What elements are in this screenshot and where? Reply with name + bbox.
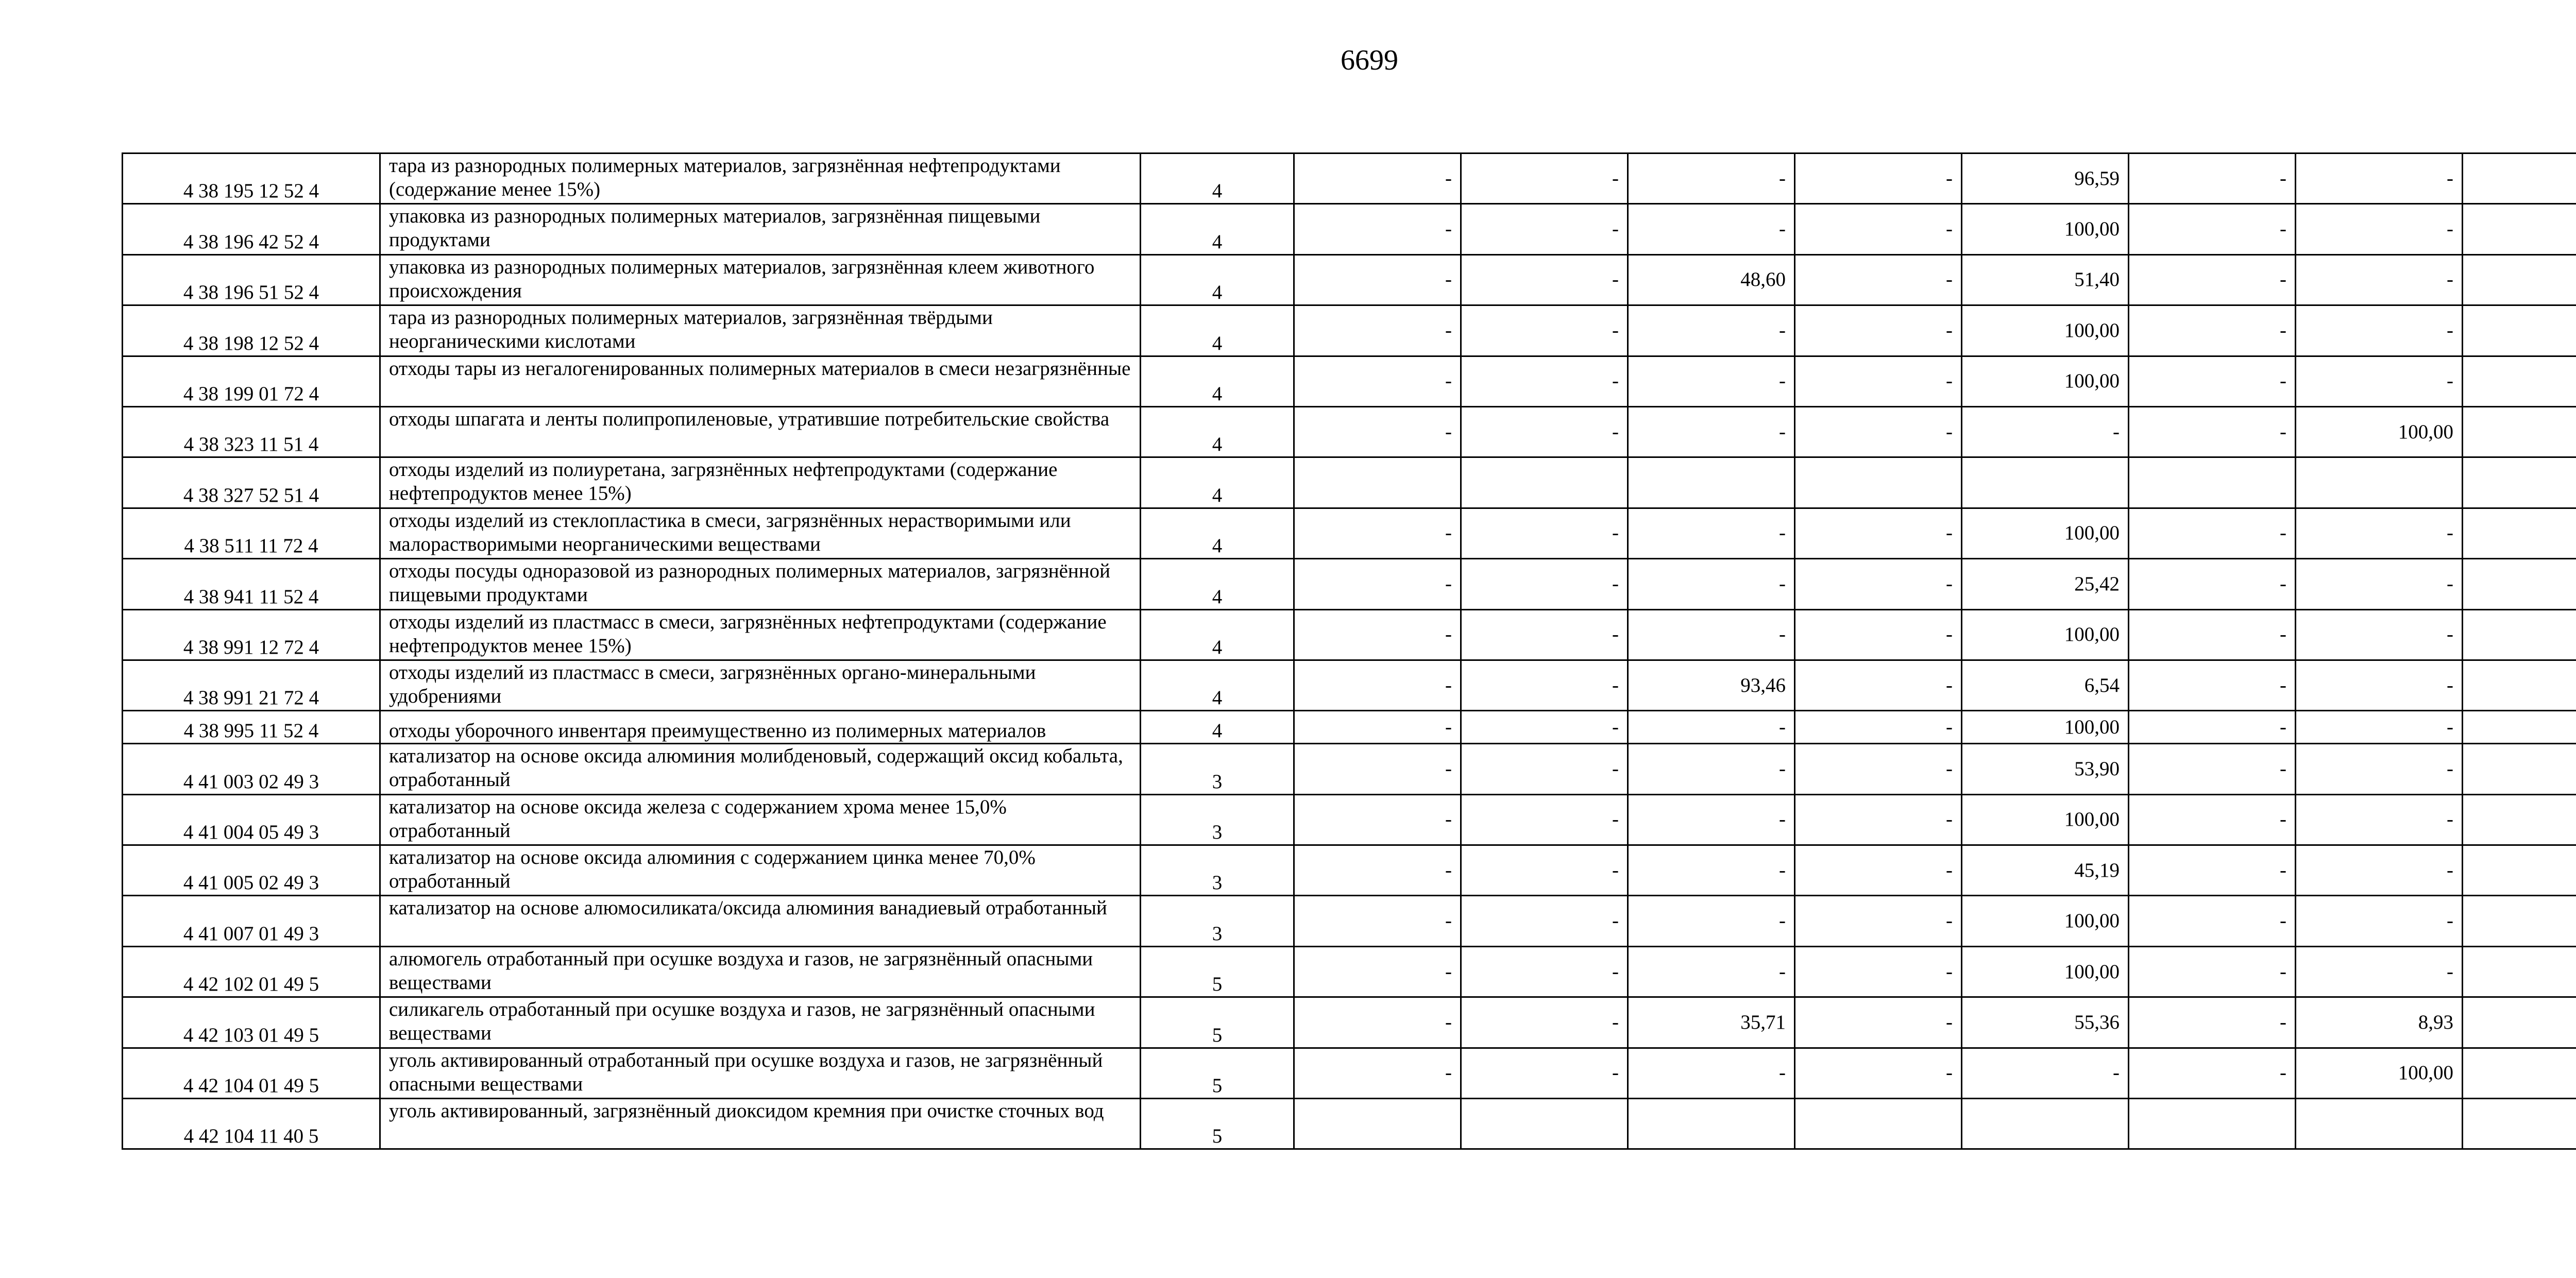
share-value-cell: - [1795, 946, 1962, 997]
share-value-cell: - [2129, 609, 2296, 660]
share-value-cell: - [1795, 508, 1962, 558]
table-row [123, 305, 2576, 356]
share-value-cell: 100,00 [1962, 711, 2129, 744]
hazard-class-cell: 3 [1141, 744, 1294, 794]
share-value-cell: - [1628, 508, 1795, 558]
share-value-cell: - [1795, 356, 1962, 406]
share-value-cell [1294, 457, 1461, 508]
hazard-class-cell: 5 [1141, 1048, 1294, 1098]
share-value-cell: - [1628, 356, 1795, 406]
share-value-cell [1461, 1099, 1628, 1149]
share-value-cell: - [1294, 744, 1461, 794]
table-row [123, 997, 2576, 1048]
waste-name-cell: тара из разнородных полимерных материалов, загрязнённая твёрдыми неорганическими кислотами [380, 305, 1141, 356]
share-value-cell: - [1628, 845, 1795, 896]
share-value-cell: - [1795, 609, 1962, 660]
share-value-cell: 100,00 [2296, 1048, 2463, 1098]
share-value-cell [2463, 1099, 2576, 1149]
share-value-cell [1461, 457, 1628, 508]
share-value-cell: - [2129, 794, 2296, 845]
share-value-cell: - [1628, 609, 1795, 660]
share-value-cell: - [1294, 794, 1461, 845]
share-value-cell: - [1628, 406, 1795, 457]
share-value-cell: - [1461, 559, 1628, 609]
share-value-cell: - [1795, 254, 1962, 305]
table-row [123, 744, 2576, 794]
table-row [123, 845, 2576, 896]
share-value-cell: - [2129, 508, 2296, 558]
waste-code-cell: 4 38 199 01 72 4 [123, 356, 380, 406]
waste-code-cell: 4 38 991 12 72 4 [123, 609, 380, 660]
table-row [123, 508, 2576, 558]
waste-name-cell: упаковка из разнородных полимерных материалов, загрязнённая клеем животного происхождения [380, 254, 1141, 305]
table-row [123, 794, 2576, 845]
share-value-cell: - [1294, 406, 1461, 457]
waste-table [122, 152, 2576, 1150]
waste-name-cell: катализатор на основе оксида алюминия с содержанием цинка менее 70,0% отработанный [380, 845, 1141, 896]
share-value-cell: - [1294, 559, 1461, 609]
share-value-cell: 93,46 [1628, 660, 1795, 710]
share-value-cell: - [1294, 896, 1461, 946]
table-row [123, 356, 2576, 406]
share-value-cell: - [2296, 946, 2463, 997]
share-value-cell [1628, 457, 1795, 508]
waste-name-cell: отходы изделий из стеклопластика в смеси, загрязнённых нерастворимыми или малорастворимыми неорганическими веществами [380, 508, 1141, 558]
table-row [123, 660, 2576, 710]
share-value-cell [1795, 457, 1962, 508]
share-value-cell: - [1795, 406, 1962, 457]
share-value-cell: - [1461, 305, 1628, 356]
share-value-cell: - [2129, 305, 2296, 356]
share-value-cell: - [2296, 356, 2463, 406]
waste-code-cell: 4 38 196 51 52 4 [123, 254, 380, 305]
share-value-cell: - [1461, 946, 1628, 997]
hazard-class-cell: 4 [1141, 406, 1294, 457]
table-row [123, 457, 2576, 508]
waste-code-cell: 4 38 995 11 52 4 [123, 711, 380, 744]
share-value-cell: 100,00 [1962, 204, 2129, 254]
share-value-cell: - [1795, 711, 1962, 744]
share-value-cell: - [1461, 254, 1628, 305]
waste-name-cell: отходы изделий из полиуретана, загрязнённых нефтепродуктами (содержание нефтепродуктов менее 15%) [380, 457, 1141, 508]
share-value-cell: - [1628, 896, 1795, 946]
share-value-cell: - [1795, 744, 1962, 794]
share-value-cell: 100,00 [2296, 406, 2463, 457]
waste-name-cell: отходы изделий из пластмасс в смеси, загрязнённых нефтепродуктами (содержание нефтепродуктов менее 15%) [380, 609, 1141, 660]
share-value-cell [2463, 305, 2576, 356]
share-value-cell: - [1461, 204, 1628, 254]
share-value-cell [2463, 946, 2576, 997]
waste-name-cell: отходы шпагата и ленты полипропиленовые, утратившие потребительские свойства [380, 406, 1141, 457]
share-value-cell: - [2296, 508, 2463, 558]
share-value-cell: - [1795, 997, 1962, 1048]
share-value-cell: 53,90 [1962, 744, 2129, 794]
share-value-cell: - [2296, 609, 2463, 660]
waste-code-cell: 4 38 991 21 72 4 [123, 660, 380, 710]
share-value-cell: - [2296, 744, 2463, 794]
hazard-class-cell: 3 [1141, 794, 1294, 845]
share-value-cell: - [1294, 1048, 1461, 1098]
share-value-cell: - [1628, 559, 1795, 609]
waste-name-cell: отходы тары из негалогенированных полимерных материалов в смеси незагрязнённые [380, 356, 1141, 406]
share-value-cell: - [1294, 711, 1461, 744]
share-value-cell: - [1795, 845, 1962, 896]
share-value-cell: - [1294, 609, 1461, 660]
share-value-cell: - [1294, 254, 1461, 305]
share-value-cell: - [1628, 204, 1795, 254]
table-body [123, 154, 2576, 1149]
share-value-cell: - [2129, 946, 2296, 997]
share-value-cell: - [1461, 744, 1628, 794]
waste-code-cell: 4 38 323 11 51 4 [123, 406, 380, 457]
share-value-cell [2296, 1099, 2463, 1149]
waste-name-cell: отходы изделий из пластмасс в смеси, загрязнённых органо-минеральными удобрениями [380, 660, 1141, 710]
hazard-class-cell: 4 [1141, 457, 1294, 508]
share-value-cell: - [1962, 1048, 2129, 1098]
share-value-cell [2463, 204, 2576, 254]
waste-code-cell: 4 42 102 01 49 5 [123, 946, 380, 997]
share-value-cell: - [1795, 154, 1962, 204]
share-value-cell [2463, 711, 2576, 744]
waste-name-cell: упаковка из разнородных полимерных материалов, загрязнённая пищевыми продуктами [380, 204, 1141, 254]
hazard-class-cell: 3 [1141, 845, 1294, 896]
share-value-cell: - [1294, 845, 1461, 896]
waste-code-cell: 4 42 104 11 40 5 [123, 1099, 380, 1149]
share-value-cell: - [1628, 1048, 1795, 1098]
waste-code-cell: 4 38 195 12 52 4 [123, 154, 380, 204]
waste-code-cell: 4 41 004 05 49 3 [123, 794, 380, 845]
share-value-cell: - [2296, 254, 2463, 305]
share-value-cell: - [1294, 508, 1461, 558]
share-value-cell: 100,00 [1962, 305, 2129, 356]
share-value-cell: - [2129, 204, 2296, 254]
share-value-cell: 100,00 [1962, 794, 2129, 845]
table-row [123, 711, 2576, 744]
waste-code-cell: 4 42 104 01 49 5 [123, 1048, 380, 1098]
share-value-cell: - [1795, 559, 1962, 609]
share-value-cell: 100,00 [1962, 508, 2129, 558]
share-value-cell: - [1628, 305, 1795, 356]
share-value-cell [2463, 1048, 2576, 1098]
share-value-cell [1294, 1099, 1461, 1149]
share-value-cell [2463, 997, 2576, 1048]
share-value-cell: - [1461, 845, 1628, 896]
table-row [123, 254, 2576, 305]
table-row [123, 609, 2576, 660]
waste-name-cell: силикагель отработанный при осушке воздуха и газов, не загрязнённый опасными веществами [380, 997, 1141, 1048]
hazard-class-cell: 4 [1141, 204, 1294, 254]
waste-name-cell: уголь активированный отработанный при осушке воздуха и газов, не загрязнённый опасными веществами [380, 1048, 1141, 1098]
share-value-cell: 25,42 [1962, 559, 2129, 609]
share-value-cell: - [2296, 660, 2463, 710]
hazard-class-cell: 5 [1141, 946, 1294, 997]
share-value-cell [1962, 1099, 2129, 1149]
table-row [123, 154, 2576, 204]
share-value-cell [2463, 154, 2576, 204]
share-value-cell: - [1294, 997, 1461, 1048]
waste-code-cell: 4 38 196 42 52 4 [123, 204, 380, 254]
share-value-cell: - [2129, 559, 2296, 609]
share-value-cell [2463, 356, 2576, 406]
share-value-cell: 8,93 [2296, 997, 2463, 1048]
share-value-cell: - [2129, 356, 2296, 406]
share-value-cell: - [1795, 305, 1962, 356]
share-value-cell: - [2129, 154, 2296, 204]
waste-name-cell: катализатор на основе оксида алюминия молибденовый, содержащий оксид кобальта, отработанный [380, 744, 1141, 794]
share-value-cell [2296, 457, 2463, 508]
share-value-cell [1962, 457, 2129, 508]
share-value-cell: - [2129, 660, 2296, 710]
share-value-cell: 100,00 [1962, 896, 2129, 946]
share-value-cell: - [1795, 660, 1962, 710]
share-value-cell: - [1461, 406, 1628, 457]
share-value-cell: - [2129, 997, 2296, 1048]
waste-name-cell: отходы уборочного инвентаря преимущественно из полимерных материалов [380, 711, 1141, 744]
share-value-cell: - [1461, 711, 1628, 744]
share-value-cell [2463, 406, 2576, 457]
waste-name-cell: тара из разнородных полимерных материалов, загрязнённая нефтепродуктами (содержание менее 15%) [380, 154, 1141, 204]
hazard-class-cell: 4 [1141, 254, 1294, 305]
share-value-cell [2463, 660, 2576, 710]
share-value-cell: - [1628, 154, 1795, 204]
share-value-cell: - [1628, 744, 1795, 794]
hazard-class-cell: 5 [1141, 1099, 1294, 1149]
waste-code-cell: 4 41 003 02 49 3 [123, 744, 380, 794]
share-value-cell: - [2296, 896, 2463, 946]
hazard-class-cell: 3 [1141, 896, 1294, 946]
share-value-cell: - [1628, 946, 1795, 997]
share-value-cell: - [2129, 744, 2296, 794]
share-value-cell: - [2129, 406, 2296, 457]
share-value-cell: 48,60 [1628, 254, 1795, 305]
share-value-cell [1795, 1099, 1962, 1149]
hazard-class-cell: 4 [1141, 154, 1294, 204]
share-value-cell [2463, 794, 2576, 845]
share-value-cell: 45,19 [1962, 845, 2129, 896]
share-value-cell: - [2296, 794, 2463, 845]
share-value-cell: - [1461, 794, 1628, 845]
share-value-cell: - [2129, 896, 2296, 946]
waste-code-cell: 4 38 327 52 51 4 [123, 457, 380, 508]
share-value-cell: 35,71 [1628, 997, 1795, 1048]
share-value-cell [2129, 1099, 2296, 1149]
share-value-cell: - [1294, 946, 1461, 997]
share-value-cell: - [2129, 254, 2296, 305]
waste-code-cell: 4 41 005 02 49 3 [123, 845, 380, 896]
share-value-cell: - [1795, 896, 1962, 946]
hazard-class-cell: 4 [1141, 609, 1294, 660]
waste-code-cell: 4 41 007 01 49 3 [123, 896, 380, 946]
share-value-cell [2463, 559, 2576, 609]
share-value-cell: - [2296, 711, 2463, 744]
table-row [123, 1048, 2576, 1098]
share-value-cell [2463, 896, 2576, 946]
share-value-cell [2463, 508, 2576, 558]
share-value-cell: - [1461, 997, 1628, 1048]
share-value-cell: - [2296, 845, 2463, 896]
hazard-class-cell: 5 [1141, 997, 1294, 1048]
share-value-cell: - [1461, 508, 1628, 558]
waste-name-cell: катализатор на основе оксида железа с содержанием хрома менее 15,0% отработанный [380, 794, 1141, 845]
share-value-cell: - [2296, 559, 2463, 609]
share-value-cell: - [1795, 204, 1962, 254]
page-number: 6699 [1341, 44, 1398, 76]
share-value-cell: 100,00 [1962, 356, 2129, 406]
share-value-cell: - [1461, 896, 1628, 946]
table-row [123, 204, 2576, 254]
share-value-cell: - [1294, 204, 1461, 254]
share-value-cell: - [1461, 356, 1628, 406]
share-value-cell: - [2129, 845, 2296, 896]
waste-code-cell: 4 42 103 01 49 5 [123, 997, 380, 1048]
share-value-cell: - [1628, 794, 1795, 845]
table-row [123, 406, 2576, 457]
share-value-cell: 55,36 [1962, 997, 2129, 1048]
share-value-cell [2129, 457, 2296, 508]
share-value-cell [2463, 845, 2576, 896]
share-value-cell [2463, 457, 2576, 508]
share-value-cell [2463, 744, 2576, 794]
hazard-class-cell: 4 [1141, 356, 1294, 406]
table-row [123, 559, 2576, 609]
hazard-class-cell: 4 [1141, 660, 1294, 710]
table-row [123, 896, 2576, 946]
share-value-cell: 6,54 [1962, 660, 2129, 710]
waste-code-cell: 4 38 198 12 52 4 [123, 305, 380, 356]
share-value-cell: - [2296, 204, 2463, 254]
waste-name-cell: отходы посуды одноразовой из разнородных полимерных материалов, загрязнённой пищевыми продуктами [380, 559, 1141, 609]
hazard-class-cell: 4 [1141, 305, 1294, 356]
waste-name-cell: алюмогель отработанный при осушке воздуха и газов, не загрязнённый опасными веществами [380, 946, 1141, 997]
share-value-cell: - [1461, 154, 1628, 204]
share-value-cell: - [2296, 154, 2463, 204]
share-value-cell: 100,00 [1962, 946, 2129, 997]
share-value-cell [2463, 254, 2576, 305]
share-value-cell [2463, 609, 2576, 660]
share-value-cell: - [1294, 660, 1461, 710]
share-value-cell: - [1294, 154, 1461, 204]
hazard-class-cell: 4 [1141, 711, 1294, 744]
share-value-cell [1628, 1099, 1795, 1149]
waste-code-cell: 4 38 511 11 72 4 [123, 508, 380, 558]
table-row [123, 1099, 2576, 1149]
share-value-cell: - [1294, 305, 1461, 356]
share-value-cell: 96,59 [1962, 154, 2129, 204]
share-value-cell: - [1294, 356, 1461, 406]
hazard-class-cell: 4 [1141, 508, 1294, 558]
share-value-cell: - [1795, 1048, 1962, 1098]
share-value-cell: - [1795, 794, 1962, 845]
share-value-cell: - [2129, 1048, 2296, 1098]
share-value-cell: 51,40 [1962, 254, 2129, 305]
share-value-cell: - [1461, 1048, 1628, 1098]
waste-name-cell: катализатор на основе алюмосиликата/оксида алюминия ванадиевый отработанный [380, 896, 1141, 946]
hazard-class-cell: 4 [1141, 559, 1294, 609]
waste-name-cell: уголь активированный, загрязнённый диоксидом кремния при очистке сточных вод [380, 1099, 1141, 1149]
share-value-cell: - [2129, 711, 2296, 744]
waste-code-cell: 4 38 941 11 52 4 [123, 559, 380, 609]
share-value-cell: - [1962, 406, 2129, 457]
share-value-cell: - [1628, 711, 1795, 744]
share-value-cell: - [1461, 609, 1628, 660]
share-value-cell: 100,00 [1962, 609, 2129, 660]
share-value-cell: - [2296, 305, 2463, 356]
table-row [123, 946, 2576, 997]
share-value-cell: - [1461, 660, 1628, 710]
